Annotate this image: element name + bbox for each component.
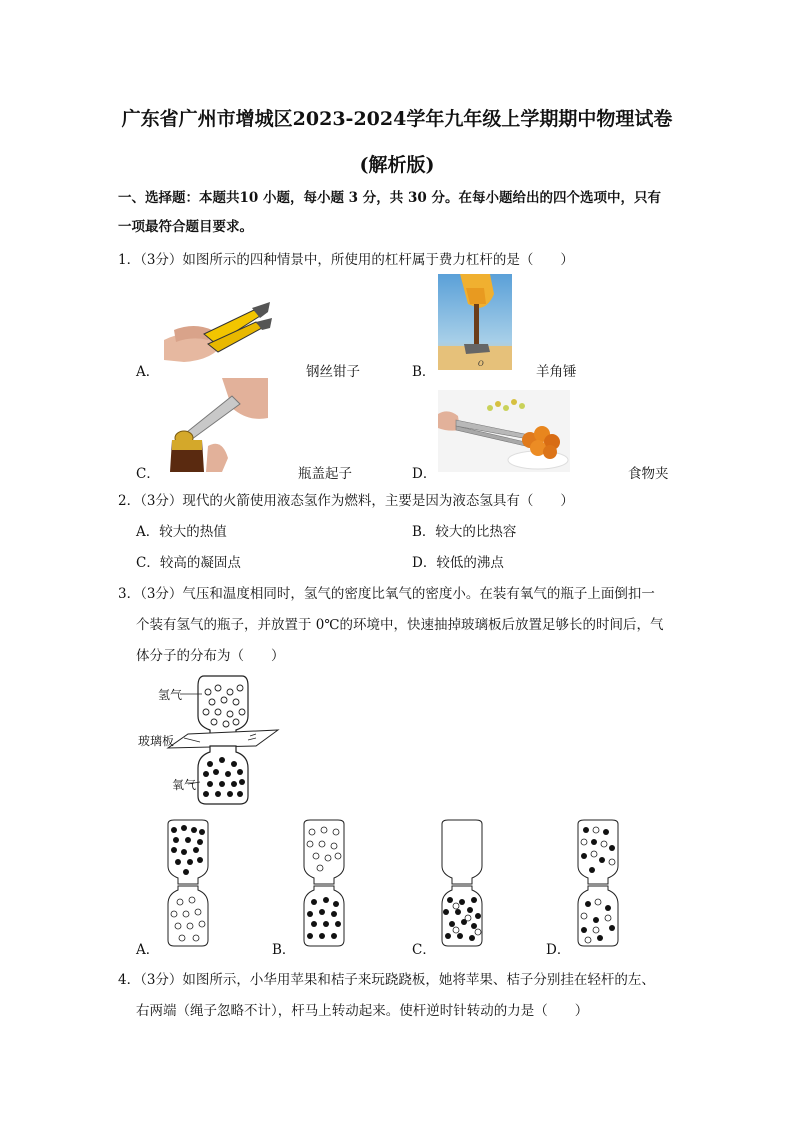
q1-option-b-letter: B． (412, 364, 436, 380)
q1-option-b-name: 羊角锤 (536, 364, 577, 380)
bottle-opener-photo (162, 378, 268, 472)
q1-option-a-name: 钢丝钳子 (306, 364, 360, 380)
q3-option-b-letter: B． (272, 942, 296, 958)
pliers-photo (164, 300, 272, 370)
q2-option-c: C．较高的凝固点 (136, 555, 241, 571)
q3-option-a-letter: A． (136, 942, 160, 958)
section-heading-line2: 一项最符合题目要求。 (118, 219, 253, 235)
label-oxygen: 氧气 (172, 778, 197, 792)
q3-stem-line1: 3．（3分）气压和温度相同时，氢气的密度比氧气的密度小。在装有氧气的瓶子上面倒扣一 (118, 586, 655, 602)
q4-stem-line1: 4．（3分）如图所示，小华用苹果和桔子来玩跷跷板，她将苹果、桔子分别挂在轻杆的左、 (118, 972, 655, 988)
q3-option-d-letter: D． (546, 942, 571, 958)
q2-stem: 2．（3分）现代的火箭使用液态氢作为燃料，主要是因为液态氢具有（ ） (118, 493, 574, 509)
q3-option-d-diagram (572, 818, 624, 950)
q1-option-c-name: 瓶盖起子 (298, 466, 352, 482)
q1-option-d-letter: D． (412, 466, 437, 482)
q2-option-b: B．较大的比热容 (412, 524, 517, 540)
section-heading-line1: 一、选择题：本题共10 小题，每小题 3 分，共 30 分。在每小题给出的四个选项中，只有 (118, 190, 661, 206)
q1-option-c-letter: C． (136, 466, 160, 482)
q3-option-a-diagram (162, 818, 214, 950)
q3-option-b-diagram (298, 818, 350, 950)
q1-option-d-name: 食物夹 (628, 466, 669, 482)
q3-option-c-letter: C． (412, 942, 436, 958)
q4-stem-line2: 右两端（绳子忽略不计），杆马上转动起来。使杆逆时针转动的力是（ ） (136, 1003, 589, 1019)
q2-option-a: A．较大的热值 (136, 524, 227, 540)
svg-text:O: O (478, 360, 484, 368)
page-title: 广东省广州市增城区2023-2024学年九年级上学期期中物理试卷 (121, 108, 673, 130)
q1-option-a-letter: A． (136, 364, 160, 380)
label-glass-plate: 玻璃板 (138, 734, 175, 748)
label-hydrogen: 氢气 (158, 688, 183, 702)
food-tongs-photo (438, 390, 570, 472)
q3-stem-line2: 个装有氢气的瓶子，并放置于 0℃的环境中，快速抽掉玻璃板后放置足够长的时间后，气 (136, 617, 664, 633)
page-subtitle: (解析版) (359, 154, 435, 176)
q1-stem: 1．（3分）如图所示的四种情景中，所使用的杠杆属于费力杠杆的是（ ） (118, 252, 574, 268)
q3-option-c-diagram (436, 818, 488, 950)
q2-option-d: D．较低的沸点 (412, 555, 504, 571)
q3-stem-line3: 体分子的分布为（ ） (136, 648, 285, 664)
hammer-photo (438, 274, 512, 370)
